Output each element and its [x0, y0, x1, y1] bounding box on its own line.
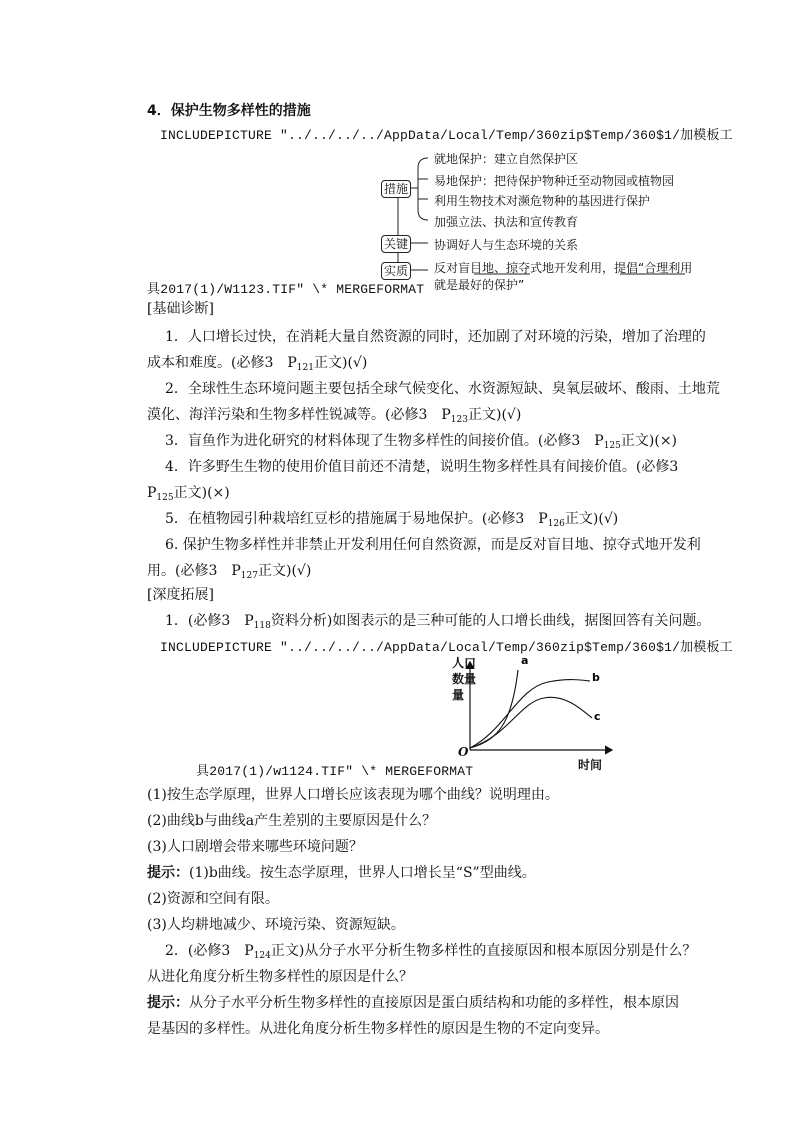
measures-box: 措施	[381, 180, 411, 198]
hint-text: 提示：从分子水平分析生物多样性的直接原因是蛋白质结构和功能的多样性，根本原因	[147, 995, 679, 1011]
question-text: 2．(必修3 $P_{124}$正文)从分子水平分析生物多样性的直接原因和根本原因分别是什么？	[165, 943, 697, 961]
item-text: 5．在植物园引种栽培红豆杉的措施属于易地保护。(必修3 $P_{126}$正文)(√)	[165, 511, 619, 529]
section-heading: [深度拓展]	[147, 587, 214, 603]
hint-text: 是基因的多样性。从进化角度分析生物多样性的原因是生物的不定向变异。	[147, 1021, 609, 1037]
y-axis-label: 数量	[452, 672, 477, 686]
item-text: 成本和难度。(必修3 $P_{121}$正文)(√)	[147, 355, 368, 373]
section-title: 4．保护生物多样性的措施	[147, 103, 311, 119]
item-text: 3．盲鱼作为进化研究的材料体现了生物多样性的间接价值。(必修3 $P_{125}$正文)(×)	[165, 433, 678, 451]
item-text: 4．许多野生生物的使用价值目前还不清楚，说明生物多样性具有间接价值。(必修3	[165, 459, 679, 475]
essence-item: 就是最好的保护”	[434, 278, 525, 292]
question-text: (3)人口剧增会带来哪些环境问题？	[147, 839, 363, 855]
measure-item: 利用生物技术对濒危物种的基因进行保护	[434, 194, 651, 208]
hint-text: (2)资源和空间有限。	[147, 891, 279, 907]
hint-text: (3)人均耕地减少、环境污染、资源短缺。	[147, 917, 405, 933]
include-field-line: INCLUDEPICTURE "../../../../AppData/Local/Temp/360zip$Temp/360$1/加模板工	[160, 640, 733, 655]
essence-item: 反对盲目地、掠夺式地开发利用，提倡“合理利用	[434, 261, 693, 275]
item-text: 6. 保护生物多样性并非禁止开发利用任何自然资源，而是反对盲目地、掠夺式地开发利	[165, 537, 701, 553]
include-field-line: 具2017(1)/W1123.TIF" \* MERGEFORMAT	[147, 282, 425, 297]
hint-text: 提示：(1)b曲线。按生态学原理，世界人口增长呈“S”型曲线。	[147, 865, 536, 881]
y-axis-label: 量	[452, 688, 465, 702]
include-field-line: INCLUDEPICTURE "../../../../AppData/Local/Temp/360zip$Temp/360$1/加模板工	[160, 128, 733, 143]
key-box: 关键	[381, 235, 411, 253]
measure-item: 加强立法、执法和宣传教育	[434, 215, 579, 229]
curve-label-a: a	[521, 654, 529, 667]
y-axis-label: 人口	[452, 656, 477, 670]
measure-item: 易地保护：把待保护物种迁至动物园或植物园	[434, 174, 675, 188]
curve-b	[470, 680, 590, 748]
x-axis-label: 时间	[578, 758, 603, 772]
item-text: $P_{125}$正文)(×)	[147, 485, 230, 503]
measure-item: 就地保护：建立自然保护区	[434, 152, 579, 166]
curve-label-b: b	[592, 671, 600, 684]
diagram-connectors	[0, 0, 800, 300]
question-text: 1．(必修3 $P_{118}$资料分析)如图表示的是三种可能的人口增长曲线，据图回答有关问题。	[165, 613, 711, 631]
question-text: (1)按生态学原理，世界人口增长应该表现为哪个曲线？说明理由。	[147, 787, 559, 803]
question-text: 从进化角度分析生物多样性的原因是什么？	[147, 969, 413, 985]
question-text: (2)曲线b与曲线a产生差别的主要原因是什么？	[147, 813, 437, 829]
curve-label-c: c	[594, 710, 601, 723]
include-field-line: 具2017(1)/w1124.TIF" \* MERGEFORMAT	[196, 764, 474, 779]
key-item: 协调好人与生态环境的关系	[434, 238, 579, 252]
section-heading: [基础诊断]	[147, 301, 214, 317]
essence-box: 实质	[381, 262, 411, 280]
item-text: 漠化、海洋污染和生物多样性锐减等。(必修3 $P_{123}$正文)(√)	[147, 407, 522, 425]
origin-label: O	[458, 745, 469, 759]
item-text: 1．人口增长过快，在消耗大量自然资源的同时，还加剧了对环境的污染，增加了治理的	[165, 329, 706, 345]
chart-plot	[460, 650, 620, 760]
item-text: 用。(必修3 $P_{127}$正文)(√)	[147, 563, 312, 581]
item-text: 2．全球性生态环境问题主要包括全球气候变化、水资源短缺、臭氧层破坏、酸雨、土地荒	[165, 381, 720, 397]
